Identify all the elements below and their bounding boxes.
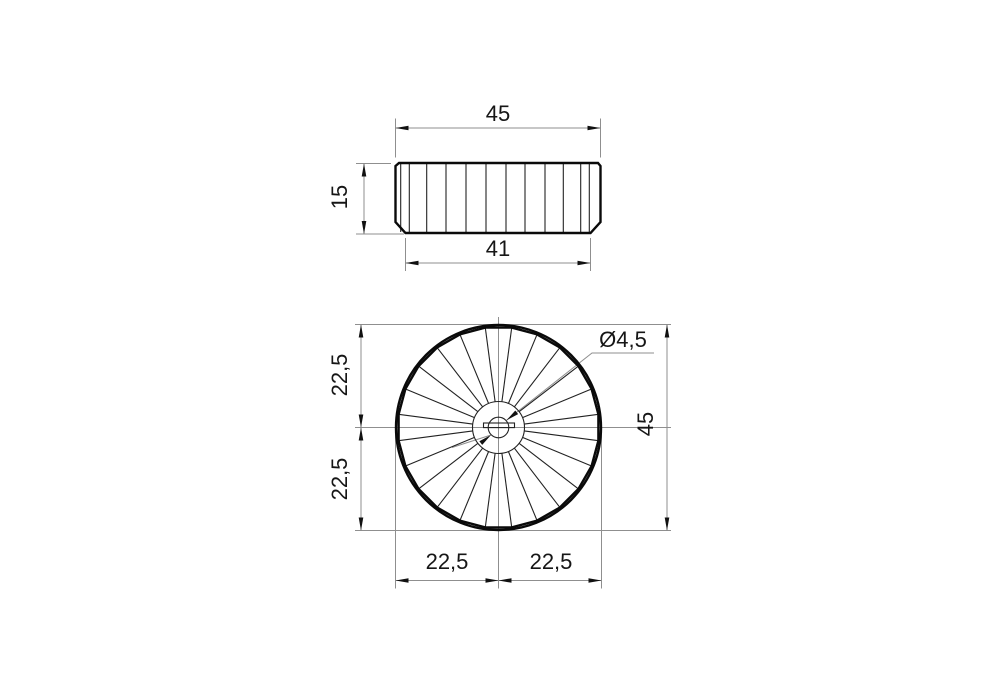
dim-text-overall-45: 45 [633,411,658,437]
arrowhead [396,126,409,131]
construction-lines [355,119,671,589]
dimension-arrows [359,126,670,583]
knurl-lines [401,164,590,232]
dim-text-left-half: 22,5 [425,549,469,574]
dim-text-right-half: 22,5 [529,549,573,574]
spoke-line [485,328,495,401]
arrowhead [486,578,499,583]
dim-text-height-15: 15 [327,184,352,210]
spoke-line [508,335,536,403]
arrowhead [359,518,364,531]
arrowhead [406,261,419,266]
arrowhead [665,518,670,531]
side-view [396,163,601,233]
dim-text-width-45: 45 [485,101,511,126]
spoke-line [523,437,591,465]
spoke-line [524,414,597,424]
spoke-line [502,453,512,526]
arrowhead [362,221,367,234]
spoke-line [523,389,591,417]
arrowhead [359,428,364,441]
dimension-texts [327,101,658,574]
dim-text-lower-half: 22,5 [327,457,352,501]
spoke-line [460,452,488,520]
dim-text-upper-half: 22,5 [327,353,352,397]
arrowhead [499,578,512,583]
spoke-line [399,431,472,441]
spoke-line [508,452,536,520]
arrowhead [588,126,601,131]
spoke-line [524,431,597,441]
spoke-line [502,328,512,401]
spoke-line [460,335,488,403]
dim-text-bottom-width-41: 41 [485,236,511,261]
spoke-line [485,453,495,526]
dim-text-hole-diameter: Ø4,5 [599,327,647,352]
leader-line-hole [507,353,655,420]
spoke-line [406,437,474,465]
arrowhead [359,325,364,338]
arrowhead [396,578,409,583]
arrowhead [362,164,367,177]
spoke-line [399,414,472,424]
arrowhead [665,325,670,338]
arrowhead [359,415,364,428]
arrowhead [589,578,602,583]
arrowhead [578,261,591,266]
spoke-line [406,389,474,417]
